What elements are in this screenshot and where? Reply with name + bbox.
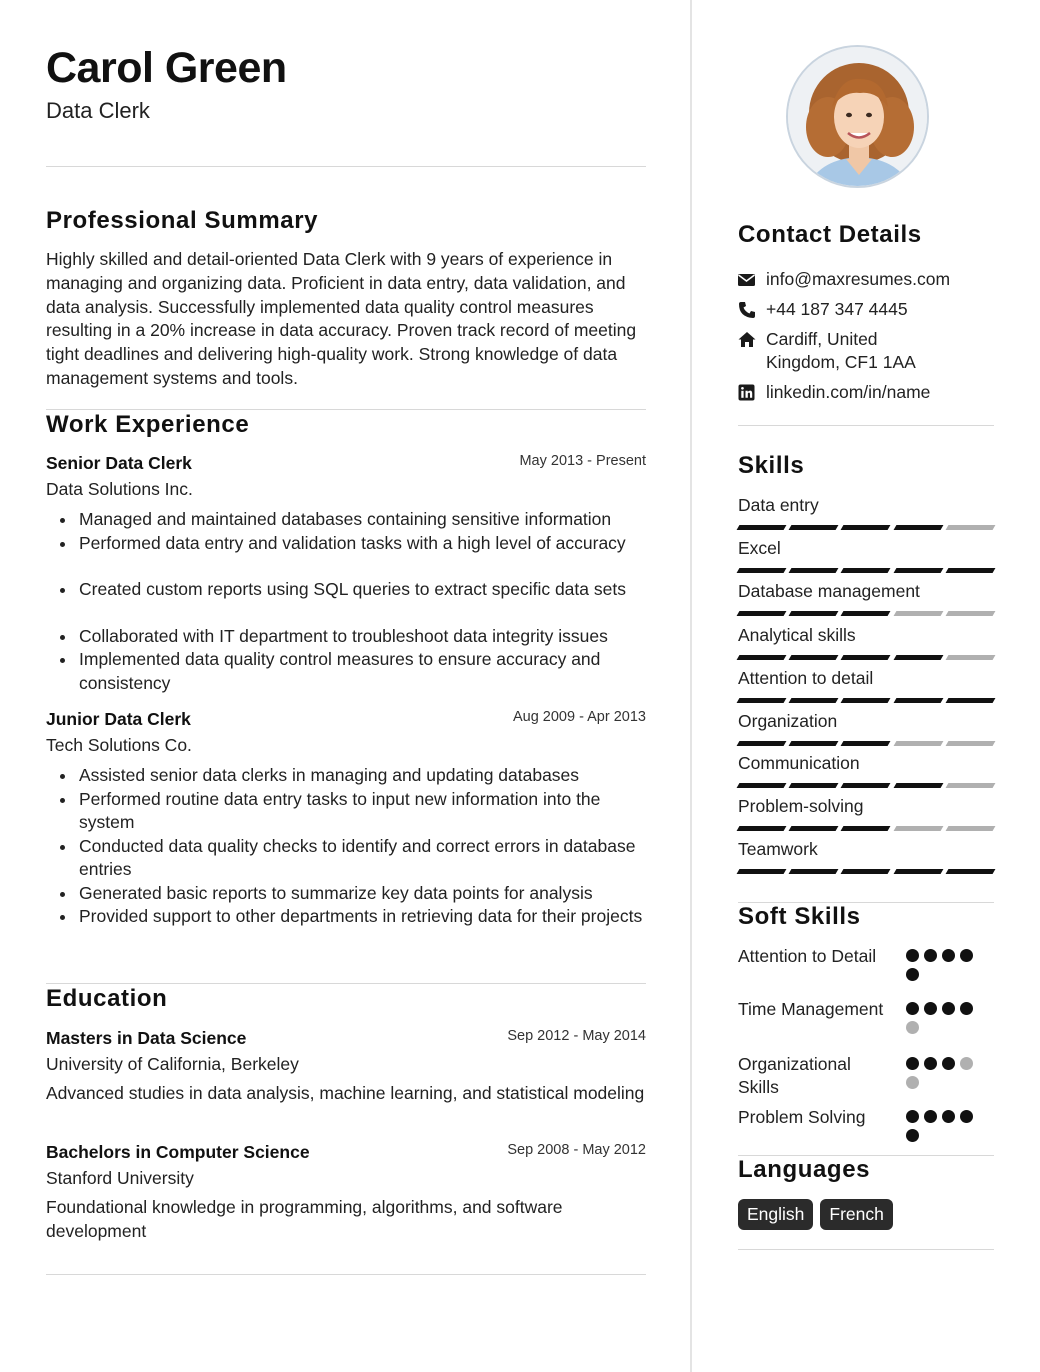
soft-skill-name: Time Management: [738, 999, 884, 1019]
skill-level-segment: [893, 568, 943, 573]
soft-skill-item: [738, 1106, 994, 1129]
skill-level-segment: [789, 783, 839, 788]
skill-level-segment: [893, 741, 943, 746]
skill-level-segment: [737, 741, 787, 746]
list-item: Conducted data quality checks to identify and correct errors in database entries: [46, 835, 646, 882]
rating-dot: [906, 949, 919, 962]
skill-level-segment: [841, 741, 891, 746]
skill-level-segment: [945, 783, 995, 788]
rating-dot: [906, 968, 919, 981]
summary-text: Highly skilled and detail-oriented Data Clerk with 9 years of experience in managing and organizing data. Proficient in data entry, data validation, and data analysis. Successfully implemented data quality control measures resulting in a 20% increase in data accuracy. Proven track record of meeting tight deadlines and delivering high-quality work. Strong knowledge of data management systems and tools.: [46, 249, 637, 388]
skill-level-segment: [893, 611, 943, 616]
skill-level-segment: [945, 655, 995, 660]
degree: Bachelors in Computer Science: [46, 1142, 310, 1162]
skill-name: Teamwork: [738, 839, 818, 859]
contact-email[interactable]: [738, 268, 994, 291]
skill-level-bar: [738, 826, 994, 831]
job-company: Data Solutions Inc.: [46, 479, 193, 499]
education-dates: Sep 2012 - May 2014: [507, 1028, 646, 1044]
job-role: Junior Data Clerk: [46, 709, 191, 729]
languages-divider: [738, 1249, 994, 1250]
rating-dot: [906, 1021, 919, 1034]
contact-address: [738, 328, 994, 374]
education-divider: [46, 1274, 646, 1275]
skill-level-bar: [738, 525, 994, 530]
rating-dot: [906, 1057, 919, 1070]
skill-level-segment: [841, 783, 891, 788]
rating-dot: [942, 1002, 955, 1015]
skill-name: Analytical skills: [738, 625, 856, 645]
skill-level-bar: [738, 741, 994, 746]
skill-level-segment: [945, 568, 995, 573]
rating-dot: [924, 1002, 937, 1015]
skill-item: [738, 839, 994, 874]
skill-item: [738, 753, 994, 788]
rating-dot: [906, 1002, 919, 1015]
skill-level-segment: [789, 869, 839, 874]
phone-icon: [738, 301, 756, 319]
job-role: Senior Data Clerk: [46, 453, 192, 473]
skill-name: Communication: [738, 753, 860, 773]
soft-skill-rating: [906, 949, 984, 981]
skill-level-segment: [737, 568, 787, 573]
rating-dot: [924, 949, 937, 962]
skill-name: Data entry: [738, 495, 819, 515]
soft-skill-name: Problem Solving: [738, 1107, 866, 1127]
skill-item: [738, 495, 994, 530]
school: Stanford University: [46, 1168, 194, 1188]
summary-heading: Professional Summary: [46, 207, 319, 234]
skill-name: Organization: [738, 711, 838, 731]
contact-phone[interactable]: [738, 298, 994, 321]
education-bachelors: [46, 1142, 646, 1243]
skill-level-bar: [738, 783, 994, 788]
list-item: Performed routine data entry tasks to input new information into the system: [46, 788, 646, 835]
experience-heading: Work Experience: [46, 411, 250, 438]
candidate-name: Carol Green: [46, 44, 287, 92]
languages-list: [738, 1199, 893, 1230]
soft-skill-rating: [906, 1110, 984, 1142]
language-chip: English: [738, 1199, 813, 1230]
education-description: Advanced studies in data analysis, machine learning, and statistical modeling: [46, 1083, 645, 1103]
skill-level-segment: [945, 741, 995, 746]
home-icon: [738, 331, 756, 349]
soft-skill-name: Organizational Skills: [738, 1054, 851, 1097]
job-header: [46, 453, 646, 477]
soft-skill-item: [738, 1053, 994, 1099]
skill-item: [738, 581, 994, 616]
skill-level-segment: [893, 869, 943, 874]
skill-level-segment: [789, 525, 839, 530]
avatar-image: [788, 47, 929, 188]
languages-heading: Languages: [738, 1156, 871, 1183]
list-item: Collaborated with IT department to troubleshoot data integrity issues: [46, 625, 646, 649]
skill-level-segment: [893, 698, 943, 703]
job-junior-data-clerk: [46, 709, 646, 929]
skill-level-segment: [737, 611, 787, 616]
list-item: Managed and maintained databases containing sensitive information: [46, 508, 646, 532]
contact-linkedin[interactable]: [738, 381, 994, 404]
rating-dot: [924, 1057, 937, 1070]
skill-level-segment: [841, 568, 891, 573]
contact-heading: Contact Details: [738, 221, 922, 248]
skill-level-segment: [945, 826, 995, 831]
skill-level-segment: [737, 826, 787, 831]
rating-dot: [960, 1110, 973, 1123]
soft-skill-rating: [906, 1002, 984, 1034]
skill-level-segment: [841, 826, 891, 831]
skill-item: [738, 711, 994, 746]
rating-dot: [906, 1129, 919, 1142]
skill-level-bar: [738, 698, 994, 703]
education-header: [46, 1142, 646, 1166]
job-dates: May 2013 - Present: [519, 453, 646, 469]
skill-level-segment: [737, 525, 787, 530]
skill-level-segment: [789, 741, 839, 746]
list-item: Provided support to other departments in retrieving data for their projects: [46, 905, 646, 929]
education-dates: Sep 2008 - May 2012: [507, 1142, 646, 1158]
skill-name: Problem-solving: [738, 796, 864, 816]
rating-dot: [906, 1110, 919, 1123]
soft-skill-item: [738, 998, 994, 1021]
skill-level-segment: [737, 783, 787, 788]
job-bullets: [46, 508, 646, 695]
skill-item: [738, 796, 994, 831]
soft-skills-heading: Soft Skills: [738, 903, 861, 930]
list-item: Implemented data quality control measures to ensure accuracy and consistency: [46, 648, 646, 695]
skill-level-segment: [893, 783, 943, 788]
skill-level-segment: [945, 611, 995, 616]
list-item: Created custom reports using SQL queries to extract specific data sets: [46, 578, 646, 602]
skill-level-segment: [893, 655, 943, 660]
skill-level-bar: [738, 869, 994, 874]
skills-heading: Skills: [738, 452, 805, 479]
envelope-icon: [738, 271, 756, 289]
list-item: Assisted senior data clerks in managing and updating databases: [46, 764, 646, 788]
skill-item: [738, 625, 994, 660]
job-header: [46, 709, 646, 733]
skill-level-bar: [738, 568, 994, 573]
soft-skill-item: [738, 945, 994, 968]
phone-text: +44 187 347 4445: [766, 299, 908, 319]
summary-divider: [46, 409, 646, 410]
list-item: Generated basic reports to summarize key data points for analysis: [46, 882, 646, 906]
header-divider: [46, 166, 646, 167]
skill-level-segment: [841, 869, 891, 874]
education-header: [46, 1028, 646, 1052]
skill-level-segment: [737, 655, 787, 660]
skill-level-segment: [789, 826, 839, 831]
rating-dot: [960, 1002, 973, 1015]
job-senior-data-clerk: [46, 453, 646, 695]
skill-level-segment: [945, 525, 995, 530]
skill-level-bar: [738, 655, 994, 660]
rating-dot: [924, 1110, 937, 1123]
skill-level-segment: [945, 869, 995, 874]
skill-level-segment: [737, 869, 787, 874]
rating-dot: [942, 1057, 955, 1070]
job-company: Tech Solutions Co.: [46, 735, 192, 755]
linkedin-icon: [738, 384, 756, 402]
skill-level-segment: [841, 611, 891, 616]
education-heading: Education: [46, 985, 168, 1012]
rating-dot: [942, 1110, 955, 1123]
list-item: Performed data entry and validation tasks with a high level of accuracy: [46, 532, 646, 556]
language-chip: French: [820, 1199, 892, 1230]
skill-name: Database management: [738, 581, 920, 601]
skill-name: Attention to detail: [738, 668, 874, 688]
skill-level-segment: [789, 568, 839, 573]
job-bullets: [46, 764, 646, 929]
rating-dot: [906, 1076, 919, 1089]
rating-dot: [960, 1057, 973, 1070]
skill-level-bar: [738, 611, 994, 616]
skill-level-segment: [737, 698, 787, 703]
skill-level-segment: [789, 698, 839, 703]
school: University of California, Berkeley: [46, 1054, 299, 1074]
soft-skill-name: Attention to Detail: [738, 946, 877, 966]
profile-photo: [786, 45, 929, 188]
skill-level-segment: [893, 525, 943, 530]
skill-name: Excel: [738, 538, 781, 558]
linkedin-text: linkedin.com/in/name: [766, 382, 931, 402]
rating-dot: [960, 949, 973, 962]
skill-item: [738, 668, 994, 703]
degree: Masters in Data Science: [46, 1028, 247, 1048]
skill-level-segment: [841, 525, 891, 530]
job-dates: Aug 2009 - Apr 2013: [512, 709, 646, 725]
skill-item: [738, 538, 994, 573]
rating-dot: [942, 949, 955, 962]
soft-skill-rating: [906, 1057, 984, 1089]
skill-level-segment: [789, 611, 839, 616]
contact-divider: [738, 425, 994, 426]
skill-level-segment: [841, 698, 891, 703]
skill-level-segment: [945, 698, 995, 703]
experience-divider: [46, 983, 646, 984]
education-masters: [46, 1028, 646, 1105]
skill-level-segment: [789, 655, 839, 660]
education-description: Foundational knowledge in programming, algorithms, and software development: [46, 1197, 563, 1241]
email-text: info@maxresumes.com: [766, 269, 951, 289]
address-text: Cardiff, United Kingdom, CF1 1AA: [766, 329, 916, 372]
skill-level-segment: [893, 826, 943, 831]
candidate-title: Data Clerk: [46, 98, 150, 123]
skill-level-segment: [841, 655, 891, 660]
column-divider: [690, 0, 692, 1372]
